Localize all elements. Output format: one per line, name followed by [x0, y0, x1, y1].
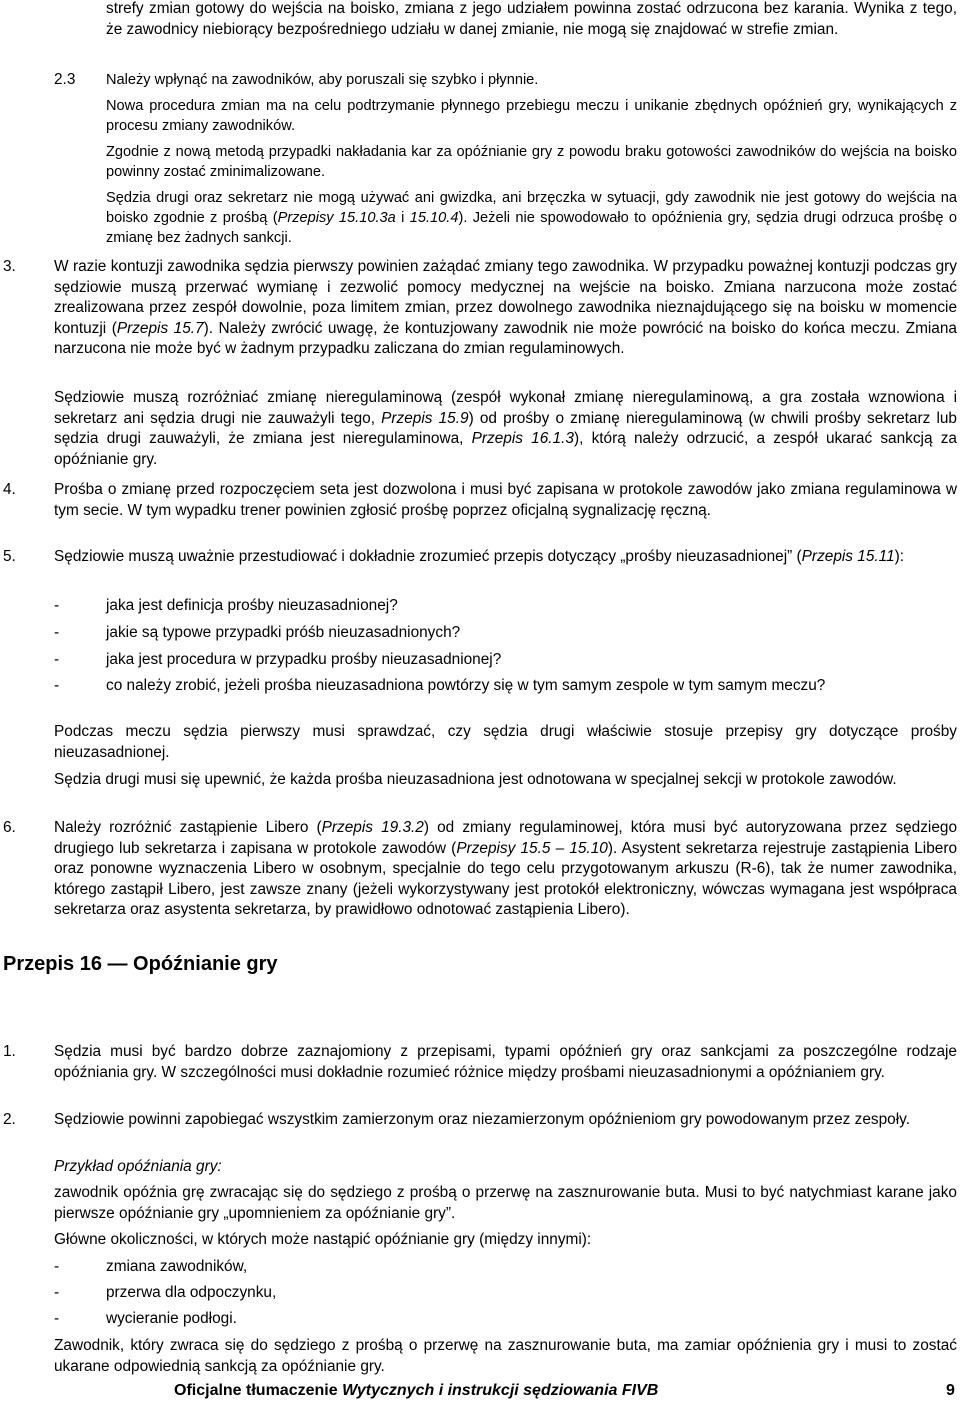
list-item: zmiana zawodników,: [106, 1258, 248, 1275]
list-dash: -: [54, 597, 60, 614]
list-item: co należy zrobić, jeżeli prośba nieuzasadniona powtórzy się w tym samym zespole w tym samym meczu?: [106, 677, 826, 694]
item-number: 2.: [3, 1111, 16, 1128]
text-run: ) od prośby o zmianę nieregulaminową (w chwili prośby sekretarz lub sędzia drugi zauważyli, że zmiana jest nieregulaminowa,: [54, 409, 957, 447]
text-run: i: [395, 210, 410, 226]
rule-reference: Przepis 15.9: [381, 409, 469, 427]
text-run: Należy rozróżnić zastąpienie Libero (: [54, 819, 322, 836]
text-run: ). Asystent sekretarza rejestruje zastąpienia Libero oraz ponowne wyznaczenia Libero w osobnym, specjalnie do tego celu przygotowanym arkuszu (R-6), tak że numer zawodnika, którego zastąpił Libero, jest zawsze znany (jeżeli wykorzystywany jest protokół elektroniczny, wówczas wymagana jest współpraca sekretarza oraz asystenta sekretarza, by prawidłowo odnotować zastąpienia Libero).: [54, 839, 958, 918]
text-run: ). Należy zwrócić uwagę, że kontuzjowany zawodnik nie może powrócić na boisko do końca meczu. Zmiana narzucona nie może być w żadnym przypadku zaliczana do zmian regulaminowych.: [54, 319, 957, 357]
list-item: przerwa dla odpoczynku,: [106, 1284, 277, 1301]
text-run: Sędzia musi być bardzo dobrze zaznajomiony z przepisami, typami opóźnień gry oraz sankcjami za poszczególne rodzaje opóźniania gry. W szczególności musi dokładnie rozumieć różnice między prośbami nieuzasadnionymi a opóźnianiem gry.: [54, 1043, 957, 1081]
rule-reference: Przepisy 15.10.3a: [277, 210, 396, 226]
paragraph: [54, 388, 957, 470]
rule-reference: Przepis 19.3.2: [321, 819, 424, 836]
list-dash: -: [54, 651, 60, 668]
list-item: jaka jest definicja prośby nieuzasadnionej?: [106, 597, 398, 614]
item-number: 5.: [3, 548, 16, 565]
paragraph: [54, 1230, 957, 1251]
list-item: wycieranie podłogi.: [106, 1310, 237, 1327]
section-title: [106, 70, 957, 90]
text-run: ) od zmiany regulaminowej, która musi być autoryzowana przez sędziego drugiego lub sekretarza i zapisana w protokole zawodów (: [54, 819, 958, 857]
text-run: Nowa procedura zmian ma na celu podtrzymanie płynnego przebiegu meczu i unikanie zbędnych opóźnień gry, wynikających z procesu zmiany zawodników.: [106, 98, 957, 134]
paragraph: [106, 142, 957, 182]
rule-reference: Przykład opóźniania gry:: [54, 1158, 222, 1175]
paragraph: [54, 1042, 957, 1083]
item-number: 4.: [3, 481, 16, 498]
paragraph: [54, 480, 957, 521]
text-run: W razie kontuzji zawodnika sędzia pierwszy powinien zażądać zmiany tego zawodnika. W przypadku poważnej kontuzji podczas gry sędziowie muszą przerwać wymianę i zezwolić pomocy medycznej na wejście na boisko. Zmiana narzucona może zostać zrealizowana przez zespół dowolnie, poza limitem zmian, przez dowolnego zawodnika nieznajdującego się na boisku w momencie kontuzji (: [54, 258, 957, 337]
paragraph: [54, 547, 957, 568]
paragraph: [54, 257, 957, 360]
list-dash: -: [54, 1310, 60, 1327]
list-dash: -: [54, 1258, 60, 1275]
rule-reference: 15.10.4: [409, 210, 459, 226]
text-run: Zgodnie z nową metodą przypadki nakładania kar za opóźnianie gry z powodu braku gotowości zawodników do wejścia na boisko powinny zostać zminimalizowane.: [106, 144, 957, 180]
list-dash: -: [54, 624, 60, 641]
list-dash: -: [54, 1284, 60, 1301]
text-run: strefy zmian gotowy do wejścia na boisko, zmiana z jego udziałem powinna zostać odrzucona bez karania. Wynika z tego, że zawodnicy niebiorący bezpośredniego udziału w danej zmianie, nie mogą się znajdować w strefie zmian.: [106, 0, 957, 38]
rule-reference: Przepis 15.7: [116, 319, 204, 337]
text-run: zawodnik opóźnia grę zwracając się do sędziego z prośbą o przerwę na zasznurowanie buta. Musi to być natychmiast karane jako pierwsze opóźnianie gry „upomnieniem za opóźnianie gry”.: [54, 1184, 957, 1222]
paragraph: [54, 818, 957, 921]
text-run: Należy wpłynąć na zawodników, aby poruszali się szybko i płynnie.: [106, 72, 539, 88]
text-run: Sędziowie powinni zapobiegać wszystkim zamierzonym oraz niezamierzonym opóźnieniom gry powodowanym przez zespoły.: [54, 1111, 910, 1128]
rule-reference: Przepis 15.11: [801, 548, 895, 565]
text-run: Podczas meczu sędzia pierwszy musi sprawdzać, czy sędzia drugi właściwie stosuje przepisy gry dotyczące prośby nieuzasadnionej.: [54, 723, 957, 761]
footer-italic: Wytycznych i instrukcji sędziowania FIVB: [342, 1382, 659, 1399]
text-run: Sędzia drugi musi się upewnić, że każda prośba nieuzasadniona jest odnotowana w specjalnej sekcji w protokole zawodów.: [54, 771, 897, 788]
rule-reference: Przepisy 15.5 – 15.10: [456, 839, 608, 857]
paragraph: [54, 1183, 957, 1224]
text-run: ), którą należy odrzucić, a zespół ukarać sankcją za opóźnianie gry.: [54, 430, 957, 468]
list-item: jakie są typowe przypadki próśb nieuzasadnionych?: [106, 624, 461, 641]
text-run: Sędziowie muszą uważnie przestudiować i dokładnie zrozumieć przepis dotyczący „prośby nieuzasadnionej” (: [54, 548, 802, 565]
paragraph: [54, 1336, 957, 1377]
rule-reference: Przepis 16.1.3: [471, 430, 574, 447]
paragraph: [54, 722, 957, 763]
text-run: Główne okoliczności, w których może nastąpić opóźnianie gry (między innymi):: [54, 1231, 592, 1248]
text-run: ):: [894, 548, 905, 565]
page-number: 9: [946, 1382, 955, 1399]
paragraph: [54, 770, 957, 791]
paragraph: [106, 188, 957, 248]
list-dash: -: [54, 677, 60, 694]
footer-title: [174, 1381, 658, 1401]
item-number: 3.: [3, 258, 16, 275]
text-run: Prośba o zmianę przed rozpoczęciem seta jest dozwolona i musi być zapisana w protokole zawodów jako zmiana regulaminowa w tym secie. W tym wypadku trener powinien zgłosić prośbę poprzez oficjalną sygnalizację ręczną.: [54, 481, 957, 519]
paragraph: [54, 1110, 957, 1131]
list-item: jaka jest procedura w przypadku prośby nieuzasadnionej?: [106, 651, 502, 668]
text-run: Zawodnik, który zwraca się do sędziego z prośbą o przerwę na zasznurowanie buta, ma zamiar opóźnienia gry i musi to zostać ukarane odpowiednią sankcją za opóźnianie gry.: [54, 1337, 957, 1375]
example-label: [54, 1157, 957, 1178]
section-number: 2.3: [54, 71, 76, 88]
item-number: 1.: [3, 1043, 16, 1060]
section-heading: Przepis 16 — Opóźnianie gry: [3, 953, 278, 975]
text-run: Sędziowie muszą rozróżniać zmianę nieregulaminową (zespół wykonał zmianę nieregulaminową, a gra została wznowiona i sekretarz ani sędzia drugi nie zauważyli tego,: [54, 389, 957, 427]
paragraph: [106, 96, 957, 136]
text-run: ). Jeżeli nie spowodowało to opóźnienia gry, sędzia drugi odrzuca prośbę o zmianę bez żadnych sankcji.: [106, 210, 958, 246]
item-number: 6.: [3, 819, 16, 836]
footer-prefix: Oficjalne tłumaczenie: [174, 1382, 343, 1399]
text-run: Sędzia drugi oraz sekretarz nie mogą używać ani gwizdka, ani brzęczka w sytuacji, gdy zawodnik nie jest gotowy do wejścia na boisko zgodnie z prośbą (: [106, 190, 957, 226]
intro-paragraph: [106, 0, 957, 40]
